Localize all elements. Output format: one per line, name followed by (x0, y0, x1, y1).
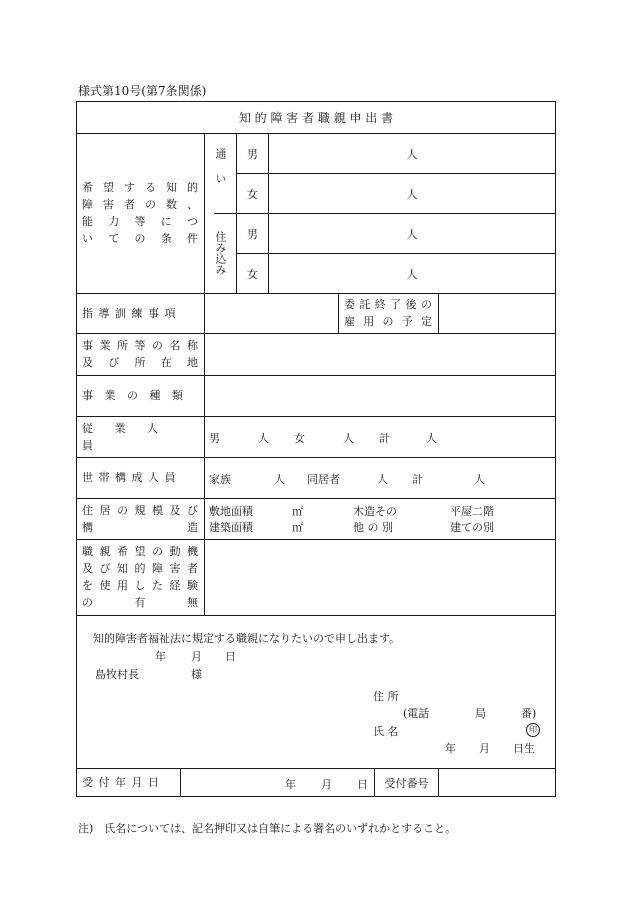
employees-unit: 人 (258, 432, 269, 445)
label-line (344, 313, 432, 330)
label-char: 等 (134, 215, 146, 228)
commute-male-count[interactable]: 人 (406, 147, 418, 161)
business-type-label (82, 375, 198, 416)
receipt-date-field[interactable] (181, 769, 374, 796)
household-total: 計 (412, 473, 423, 486)
label-char: 障 (152, 562, 163, 575)
label-char: い (82, 232, 93, 245)
label-line (82, 519, 198, 536)
label-char: 業 (99, 339, 111, 352)
label-char: 能 (82, 215, 93, 228)
label-char: 者 (124, 198, 135, 211)
receipt-number-field[interactable] (439, 769, 555, 796)
post-placement-label (344, 293, 432, 333)
label-char: 望 (103, 181, 114, 194)
live-in-male-count[interactable]: 人 (406, 227, 418, 241)
phone-number: 番) (521, 707, 537, 720)
label-char: 経 (169, 579, 181, 592)
rule (338, 293, 339, 333)
label-line: 従 業 人 員 (82, 421, 167, 452)
label-char: の (145, 198, 156, 211)
household-cohabitant: 同居者 (307, 473, 340, 486)
label-char: 構 (82, 520, 93, 534)
birth-year: 年 (445, 742, 456, 755)
receipt-year: 年 (285, 778, 296, 791)
label-char: る (145, 181, 156, 194)
label-char: 有 (134, 596, 146, 609)
household-unit: 人 (474, 473, 485, 486)
guidance-label (82, 293, 198, 333)
form-title: 知 的 障 害 者 職 親 申 出 書 (238, 110, 394, 125)
addressee: 島牧村長 (95, 668, 139, 681)
receipt-month: 月 (321, 778, 332, 791)
label-char: 名 (169, 339, 181, 352)
declaration-year: 年 (155, 650, 166, 663)
label-char: 機 (187, 545, 198, 558)
label-char: 終 (374, 298, 386, 311)
live-in-female-count[interactable]: 人 (406, 267, 418, 281)
label-char: 力 (108, 215, 120, 228)
label-char: 数 (166, 198, 177, 211)
business-type-field[interactable] (205, 376, 555, 416)
label-char: 使 (99, 579, 111, 592)
declaration-day: 日 (225, 650, 236, 663)
employees-field[interactable] (205, 417, 555, 457)
employees-female: 女 (294, 432, 305, 445)
storey-label: 平屋二階 (450, 505, 494, 518)
label-char: 等 (134, 339, 146, 352)
label-char: 親 (99, 545, 111, 558)
label-char: 希 (117, 545, 128, 558)
label-char: 件 (187, 232, 198, 245)
rule (555, 101, 556, 797)
label-line (82, 577, 198, 594)
label-line (82, 543, 198, 560)
label-char: 知 (117, 562, 128, 575)
label-line: 世 帯 構 成 人 員 (82, 471, 177, 484)
label-char: 雇 (344, 315, 355, 328)
label-char: 障 (82, 198, 93, 211)
label-char: 職 (82, 545, 93, 558)
birth-month: 月 (479, 742, 490, 755)
housing-field[interactable] (205, 499, 555, 539)
label-char: び (108, 356, 120, 369)
application-form (76, 101, 556, 797)
footnote: 注) 氏名については、記名押印又は自筆による署名のいずれかとすること。 (78, 822, 457, 835)
label-char: 所 (134, 356, 146, 369)
label-line (82, 213, 198, 230)
label-char: 動 (169, 545, 181, 558)
label-char: 無 (187, 596, 198, 609)
seal-icon: 印 (526, 723, 540, 737)
label-char: 後 (405, 298, 417, 311)
label-char: 造 (187, 520, 198, 534)
label-char: 望 (134, 545, 146, 558)
sqm-unit: ㎡ (292, 521, 303, 534)
wood-other-label: 他 の 別 (353, 521, 393, 534)
wood-other-label: 木造その (353, 505, 397, 518)
label-char: び (99, 562, 111, 575)
address-label: 住 所 (373, 690, 399, 703)
label-char: の (152, 339, 163, 352)
label-char: の (134, 232, 146, 245)
phone-open: (電話 (403, 707, 430, 720)
household-family: 家族 (209, 473, 231, 486)
label-line: 受 付 年 月 日 (82, 776, 160, 789)
label-char: 及 (82, 562, 93, 575)
label-char: の (420, 298, 432, 311)
label-char: の (152, 545, 163, 558)
label-char: て (108, 232, 120, 245)
live-in-label (205, 214, 236, 292)
label-char: 模 (152, 503, 163, 517)
label-char: 称 (187, 339, 198, 352)
commute-male-label: 男 (247, 147, 258, 161)
employees-male: 男 (209, 432, 220, 445)
label-char: 用 (117, 579, 128, 592)
label-char: の (382, 315, 394, 328)
label-line (82, 354, 198, 371)
receipt-day: 日 (357, 778, 368, 791)
household-unit: 人 (274, 473, 285, 486)
label-char: 的 (187, 181, 198, 194)
label-char: 者 (187, 562, 198, 575)
live-in-text: 住み込み (214, 231, 227, 275)
label-char: つ (187, 215, 198, 228)
household-unit: 人 (377, 473, 388, 486)
label-char: 条 (160, 232, 172, 245)
motive-field[interactable] (205, 540, 555, 615)
label-char: 了 (390, 298, 402, 311)
housing-label (82, 498, 198, 539)
label-line (82, 337, 198, 354)
desired-conditions-label (82, 133, 198, 293)
floor-area-label: 建築面積 (209, 521, 253, 534)
addressee-honorific: 様 (191, 668, 202, 681)
label-char: し (134, 579, 146, 592)
label-line (344, 296, 432, 313)
site-area-label: 敷地面積 (209, 505, 253, 518)
business-name-field[interactable] (205, 334, 555, 375)
label-char: 地 (187, 356, 198, 369)
birth-day: 日生 (513, 742, 535, 755)
label-char: に (160, 215, 172, 228)
label-line (82, 179, 198, 196)
guidance-field[interactable] (205, 294, 338, 333)
label-char: の (82, 596, 93, 609)
label-char: 所 (117, 339, 128, 352)
commute-text: 通い (214, 148, 227, 198)
label-char: 及 (169, 503, 181, 517)
declaration-month: 月 (191, 650, 202, 663)
commute-female-count[interactable]: 人 (406, 187, 418, 201)
name-label: 氏 名 (373, 725, 399, 738)
label-char: 害 (103, 198, 114, 211)
label-char: び (187, 503, 198, 517)
label-char: す (124, 181, 135, 194)
label-char: 的 (134, 562, 146, 575)
label-char: 規 (134, 503, 146, 517)
label-char: 居 (99, 503, 111, 517)
post-placement-field[interactable] (439, 294, 555, 333)
employees-unit: 人 (426, 432, 437, 445)
label-char: 託 (359, 298, 371, 311)
declaration-statement: 知的障害者福祉法に規定する職親になりたいので申し出ます。 (93, 632, 401, 645)
sqm-unit: ㎡ (292, 505, 303, 518)
motive-label (82, 539, 198, 615)
employees-label (82, 416, 198, 457)
label-char: 、 (187, 198, 198, 211)
employees-unit: 人 (343, 432, 354, 445)
business-name-label (82, 333, 198, 375)
label-char: の (117, 503, 128, 517)
label-char: た (152, 579, 163, 592)
label-line (82, 594, 198, 611)
form-number: 様式第10号(第7条関係) (78, 84, 207, 98)
label-line (82, 502, 198, 519)
label-char: 用 (363, 315, 375, 328)
storey-label: 建ての別 (450, 521, 494, 534)
label-char: 予 (401, 315, 413, 328)
label-char: 知 (166, 181, 177, 194)
label-char: 住 (82, 503, 93, 517)
label-char: 事 (82, 339, 93, 352)
label-char: 希 (82, 181, 93, 194)
label-line (82, 230, 198, 247)
household-label (82, 457, 198, 498)
label-line: 指 導 訓 練 事 項 (82, 306, 177, 320)
phone-exchange: 局 (475, 707, 486, 720)
commute-label (205, 134, 236, 212)
label-line (82, 196, 198, 213)
declaration-block (77, 616, 555, 768)
receipt-date-label (82, 768, 178, 797)
label-char: を (82, 579, 93, 592)
label-char: 委 (344, 298, 355, 311)
label-line: 事 業 の 種 類 (82, 389, 187, 402)
label-line (82, 560, 198, 577)
label-char: 験 (187, 579, 198, 592)
receipt-number-label: 受付番号 (384, 776, 429, 790)
live-in-male-label: 男 (247, 227, 258, 241)
live-in-female-label: 女 (247, 267, 258, 281)
employees-total: 計 (379, 432, 390, 445)
label-char: 害 (169, 562, 181, 575)
label-char: 及 (82, 356, 93, 369)
commute-female-label: 女 (247, 187, 258, 201)
label-char: 在 (160, 356, 172, 369)
household-field[interactable] (205, 458, 555, 498)
label-char: 定 (421, 315, 432, 328)
